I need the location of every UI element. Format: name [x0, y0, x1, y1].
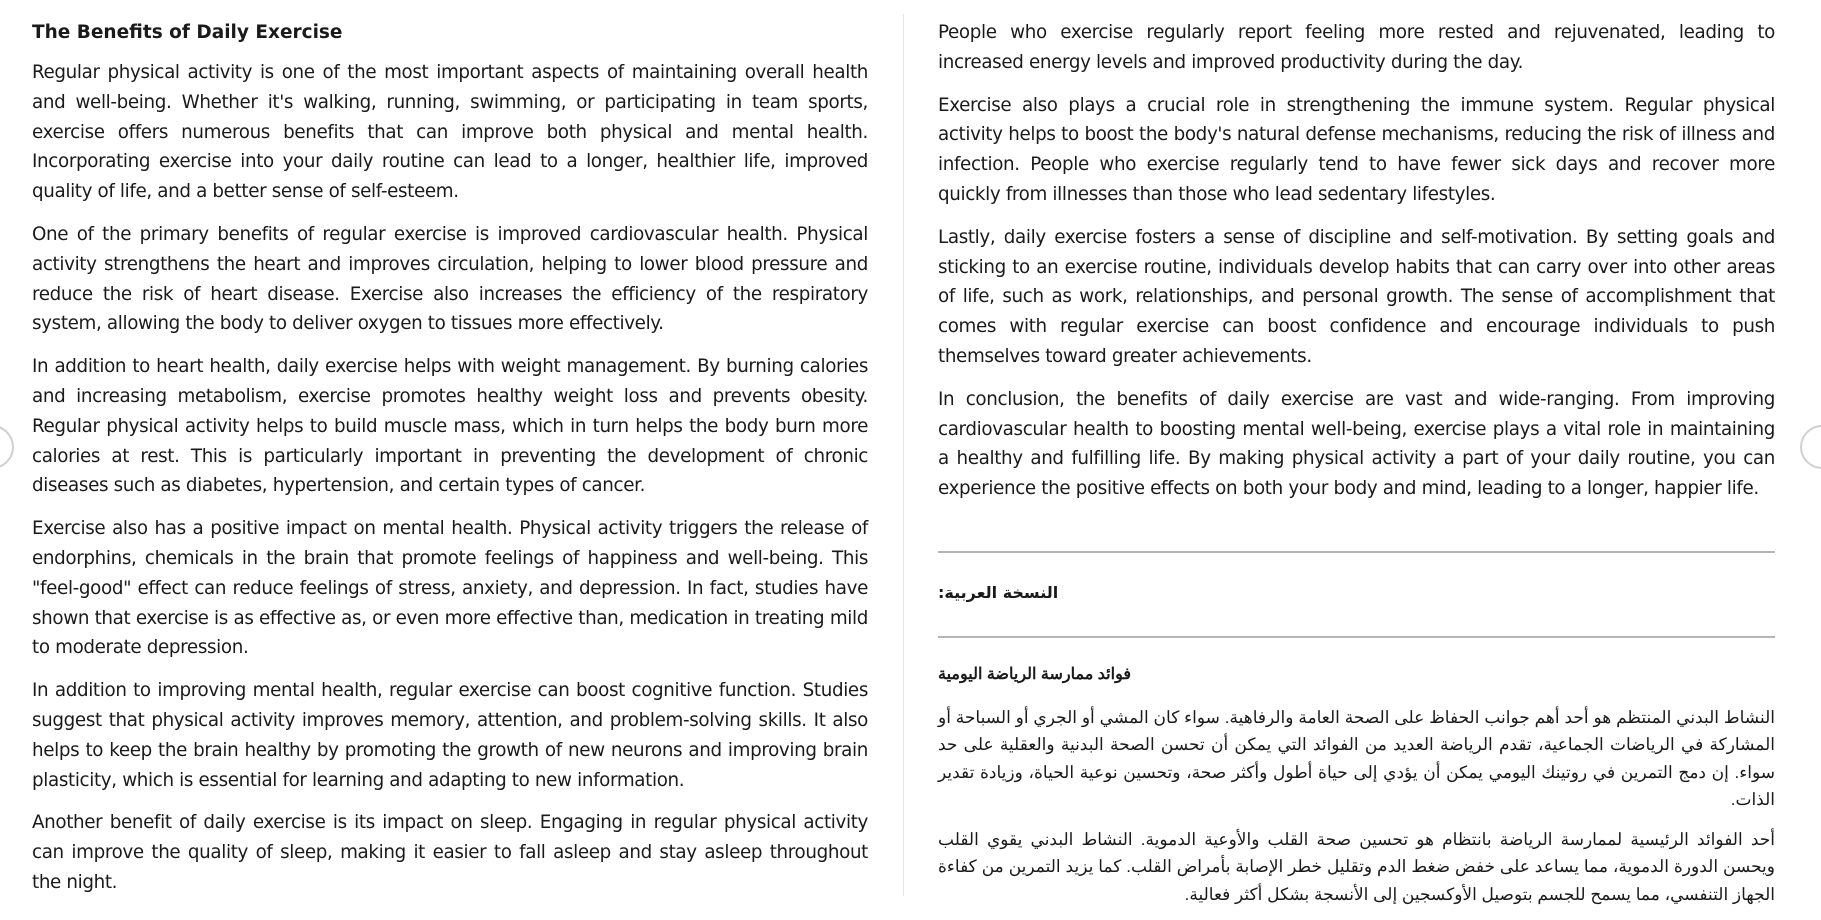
- paragraph: Regular physical activity is one of the most important aspects of maintaining overall health and well-being. Whether it's walking, running, swimming, or participating in team sports, exercise offers numerous benefits that can improve both physical and mental health. Incorporating exercise into your daily routine can lead to a longer, healthier life, improved quality of life, and a better sense of self-esteem.: [32, 62, 868, 203]
- arabic-paragraph: النشاط البدني المنتظم هو أحد أهم جوانب الحفاظ على الصحة العامة والرفاهية. سواء كان المشي أو الجري أو السباحة أو المشاركة في الرياضات الجماعية، تقدم الرياضة العديد من الفوائد التي يمكن أن تحسن الصحة البدنية والعقلية على حد سواء. إن دمج التمرين في روتينك اليومي يمكن أن يؤدي إلى حياة أطول وأكثر صحة، وتحسين نوعية الحياة، وزيادة تقدير الذات.: [938, 707, 1775, 810]
- paragraph: Another benefit of daily exercise is its impact on sleep. Engaging in regular physical activity can improve the quality of sleep, making it easier to fall asleep and stay asleep throughout the night.: [32, 812, 868, 893]
- document-title: The Benefits of Daily Exercise: [32, 22, 343, 43]
- paragraph: In conclusion, the benefits of daily exercise are vast and wide-ranging. From improving cardiovascular health to boosting mental well-being, exercise plays a vital role in maintaining a healthy and fulfilling life. By making physical activity a part of your daily routine, you can experience the positive effects on both your body and mind, leading to a longer, happier life.: [938, 388, 1775, 500]
- paragraph: Exercise also plays a crucial role in strengthening the immune system. Regular physical activity helps to boost the body's natural defense mechanisms, reducing the risk of illness and infection. People who exercise regularly tend to have fewer sick days and recover more quickly from illnesses than those who lead sedentary lifestyles.: [938, 94, 1775, 205]
- arabic-title: فوائد ممارسة الرياضة اليومية: [938, 665, 1131, 683]
- paragraph: Exercise also has a positive impact on mental health. Physical activity triggers the release of endorphins, chemicals in the brain that promote feelings of happiness and well-being. This "feel-good" effect can reduce feelings of stress, anxiety, and depression. In fact, studies have shown that exercise is as effective as, or even more effective than, medication in treating mild to moderate depression.: [32, 518, 868, 659]
- arabic-paragraph: أحد الفوائد الرئيسية لممارسة الرياضة بانتظام هو تحسين صحة القلب والأوعية الدموية. النشاط البدني يقوي القلب ويحسن الدورة الدموية، مما يساعد على خفض ضغط الدم وتقليل خطر الإصابة بأمراض القلب. كما يزيد التمرين من كفاءة الجهاز التنفسي، مما يسمح للجسم بتوصيل الأوكسجين إلى الأنسجة بشكل أكثر فعالية.: [938, 829, 1775, 904]
- arabic-section: [938, 664, 1775, 909]
- arabic-version-label: النسخة العربية:: [938, 582, 1059, 602]
- paragraph: In addition to heart health, daily exercise helps with weight management. By burning calories and increasing metabolism, exercise promotes healthy weight loss and prevents obesity. Regular physical activity helps to build muscle mass, which in turn helps the body burn more calories at rest. This is particularly important in preventing the development of chronic diseases such as diabetes, hypertension, and certain types of cancer.: [32, 356, 868, 497]
- column-divider: [903, 14, 904, 896]
- section-divider: [938, 551, 1775, 553]
- next-page-button[interactable]: [1800, 425, 1821, 469]
- paragraph: One of the primary benefits of regular exercise is improved cardiovascular health. Physical activity strengthens the heart and improves circulation, helping to lower blood pressure and reduce the risk of heart disease. Exercise also increases the efficiency of the respiratory system, allowing the body to deliver oxygen to tissues more effectively.: [32, 223, 868, 335]
- left-column: [32, 18, 868, 911]
- previous-page-button[interactable]: [0, 425, 14, 469]
- section-divider: [938, 636, 1775, 638]
- paragraph: People who exercise regularly report feeling more rested and rejuvenated, leading to increased energy levels and improved productivity during the day.: [938, 22, 1775, 73]
- paragraph: In addition to improving mental health, regular exercise can boost cognitive function. Studies suggest that physical activity improves memory, attention, and problem-solving skills. It also helps to keep the brain healthy by promoting the growth of new neurons and improving brain plasticity, which is essential for learning and adapting to new information.: [32, 680, 868, 791]
- right-column: [938, 18, 1775, 920]
- paragraph: Lastly, daily exercise fosters a sense of discipline and self-motivation. By setting goals and sticking to an exercise routine, individuals develop habits that can carry over into other areas of life, such as work, relationships, and personal growth. The sense of accomplishment that comes with regular exercise can boost confidence and encourage individuals to push themselves toward greater achievements.: [938, 226, 1775, 367]
